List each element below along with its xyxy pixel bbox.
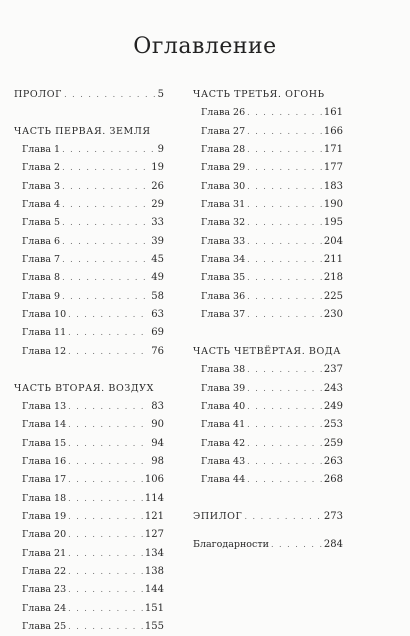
chapter-page: 253 <box>323 419 343 431</box>
chapter-page: 230 <box>323 309 343 321</box>
dot-leader <box>68 471 143 489</box>
dot-leader <box>68 435 149 453</box>
toc-chapter-entry <box>193 178 343 196</box>
part-heading: ЧАСТЬ ВТОРАЯ. ВОЗДУХ <box>14 382 155 394</box>
toc-chapter-entry <box>14 508 164 526</box>
toc-chapter-entry <box>14 526 164 544</box>
dot-leader <box>62 233 149 251</box>
chapter-page: 268 <box>323 474 343 486</box>
toc-chapter-entry <box>14 416 164 434</box>
chapter-label: Глава 22 <box>22 565 67 577</box>
toc-chapter-entry <box>14 214 164 232</box>
dot-leader <box>68 490 143 508</box>
toc-chapter-entry <box>193 141 343 159</box>
dot-leader <box>62 159 149 177</box>
dot-leader <box>247 141 322 159</box>
toc-left-column <box>14 86 164 636</box>
toc-chapter-entry <box>14 288 164 306</box>
toc-chapter-entry <box>193 398 343 416</box>
dot-leader <box>62 214 149 232</box>
chapter-label: Глава 35 <box>201 272 246 284</box>
dot-leader <box>247 306 322 324</box>
chapter-label: Глава 3 <box>22 180 61 192</box>
dot-leader <box>247 159 322 177</box>
chapter-page: 98 <box>151 455 164 467</box>
chapter-page: 138 <box>144 565 164 577</box>
chapter-page: 204 <box>323 235 343 247</box>
toc-entry-prologue <box>14 86 164 104</box>
dot-leader <box>68 343 149 361</box>
dot-leader <box>244 508 321 526</box>
chapter-page: 121 <box>144 510 164 522</box>
chapter-page: 134 <box>144 547 164 559</box>
part-heading: ЧАСТЬ ЧЕТВЁРТАЯ. ВОДА <box>193 345 342 357</box>
dot-leader <box>247 435 322 453</box>
chapter-label: Глава 42 <box>201 437 246 449</box>
toc-chapter-entry <box>14 600 164 618</box>
chapter-page: 144 <box>144 584 164 596</box>
dot-leader <box>247 380 322 398</box>
dot-leader <box>247 398 322 416</box>
part4-chapter-list <box>193 361 343 489</box>
chapter-page: 94 <box>151 437 164 449</box>
toc-chapter-entry <box>14 398 164 416</box>
dot-leader <box>62 196 149 214</box>
chapter-label: Глава 28 <box>201 144 246 156</box>
toc-chapter-entry <box>14 141 164 159</box>
chapter-label: Глава 8 <box>22 272 61 284</box>
chapter-label: Глава 27 <box>201 125 246 137</box>
chapter-page: 195 <box>323 217 343 229</box>
dot-leader <box>247 269 322 287</box>
dot-leader <box>247 178 322 196</box>
entry-label: ПРОЛОГ <box>14 89 63 100</box>
toc-chapter-entry <box>193 196 343 214</box>
chapter-page: 33 <box>151 217 164 229</box>
toc-chapter-entry <box>14 269 164 287</box>
chapter-page: 29 <box>151 199 164 211</box>
chapter-label: Глава 31 <box>201 199 246 211</box>
toc-chapter-entry <box>193 288 343 306</box>
toc-chapter-entry <box>193 380 343 398</box>
toc-chapter-entry <box>193 416 343 434</box>
chapter-page: 243 <box>323 382 343 394</box>
chapter-page: 249 <box>323 400 343 412</box>
dot-leader <box>68 526 143 544</box>
dot-leader <box>62 269 149 287</box>
chapter-label: Глава 13 <box>22 400 67 412</box>
dot-leader <box>247 214 322 232</box>
chapter-label: Глава 33 <box>201 235 246 247</box>
chapter-page: 177 <box>323 162 343 174</box>
chapter-label: Глава 14 <box>22 419 67 431</box>
chapter-page: 58 <box>151 290 164 302</box>
dot-leader <box>247 361 322 379</box>
dot-leader <box>62 288 149 306</box>
dot-leader <box>68 618 143 636</box>
chapter-page: 69 <box>151 327 164 339</box>
entry-label: ЭПИЛОГ <box>193 510 243 522</box>
toc-chapter-entry <box>14 453 164 471</box>
chapter-label: Глава 41 <box>201 419 246 431</box>
chapter-label: Глава 38 <box>201 364 246 376</box>
chapter-label: Глава 11 <box>22 327 67 339</box>
chapter-page: 259 <box>323 437 343 449</box>
dot-leader <box>68 563 143 581</box>
toc-chapter-entry <box>14 545 164 563</box>
chapter-label: Глава 7 <box>22 254 61 266</box>
chapter-page: 127 <box>144 529 164 541</box>
dot-leader <box>68 545 143 563</box>
toc-chapter-entry <box>193 435 343 453</box>
dot-leader <box>247 233 322 251</box>
dot-leader <box>247 196 322 214</box>
toc-chapter-entry <box>193 269 343 287</box>
toc-chapter-entry <box>14 159 164 177</box>
chapter-page: 26 <box>151 180 164 192</box>
chapter-label: Глава 17 <box>22 474 67 486</box>
chapter-page: 106 <box>144 474 164 486</box>
dot-leader <box>68 508 143 526</box>
entry-page: 284 <box>323 539 343 551</box>
chapter-label: Глава 32 <box>201 217 246 229</box>
chapter-page: 9 <box>157 144 164 156</box>
chapter-page: 263 <box>323 455 343 467</box>
chapter-label: Глава 21 <box>22 547 67 559</box>
dot-leader <box>62 141 156 159</box>
dot-leader <box>247 104 322 122</box>
toc-chapter-entry <box>14 196 164 214</box>
toc-chapter-entry <box>14 435 164 453</box>
chapter-label: Глава 16 <box>22 455 67 467</box>
page-title: Оглавление <box>133 34 277 59</box>
chapter-label: Глава 15 <box>22 437 67 449</box>
part-heading: ЧАСТЬ ПЕРВАЯ. ЗЕМЛЯ <box>14 125 151 137</box>
dot-leader <box>68 581 143 599</box>
toc-chapter-entry <box>14 306 164 324</box>
part2-chapter-list <box>14 398 164 636</box>
chapter-page: 237 <box>323 364 343 376</box>
chapter-label: Глава 4 <box>22 199 61 211</box>
chapter-page: 225 <box>323 290 343 302</box>
dot-leader <box>68 600 143 618</box>
chapter-page: 83 <box>151 400 164 412</box>
dot-leader <box>271 536 322 554</box>
dot-leader <box>68 324 149 342</box>
chapter-page: 90 <box>151 419 164 431</box>
toc-chapter-entry <box>193 453 343 471</box>
chapter-label: Глава 1 <box>22 144 61 156</box>
chapter-label: Глава 10 <box>22 309 67 321</box>
chapter-page: 151 <box>144 602 164 614</box>
chapter-label: Глава 44 <box>201 474 246 486</box>
toc-chapter-entry <box>14 343 164 361</box>
dot-leader <box>247 471 322 489</box>
chapter-page: 155 <box>144 620 164 632</box>
chapter-label: Глава 2 <box>22 162 61 174</box>
toc-entry-epilogue <box>193 508 343 526</box>
part3-chapter-list <box>193 104 343 324</box>
chapter-label: Глава 9 <box>22 290 61 302</box>
toc-chapter-entry <box>14 490 164 508</box>
chapter-label: Глава 25 <box>22 620 67 632</box>
chapter-page: 76 <box>151 345 164 357</box>
toc-chapter-entry <box>193 251 343 269</box>
dot-leader <box>68 398 149 416</box>
toc-chapter-entry <box>14 251 164 269</box>
chapter-label: Глава 39 <box>201 382 246 394</box>
dot-leader <box>247 453 322 471</box>
toc-chapter-entry <box>193 471 343 489</box>
part1-chapter-list <box>14 141 164 361</box>
entry-page: 5 <box>157 89 164 100</box>
chapter-page: 19 <box>151 162 164 174</box>
toc-entry-acknowledgements <box>193 536 343 554</box>
dot-leader <box>62 178 149 196</box>
chapter-page: 218 <box>323 272 343 284</box>
chapter-page: 63 <box>151 309 164 321</box>
toc-chapter-entry <box>14 471 164 489</box>
toc-chapter-entry <box>193 104 343 122</box>
chapter-label: Глава 6 <box>22 235 61 247</box>
toc-chapter-entry <box>193 233 343 251</box>
dot-leader <box>247 251 322 269</box>
toc-chapter-entry <box>14 581 164 599</box>
chapter-label: Глава 5 <box>22 217 61 229</box>
dot-leader <box>64 86 156 104</box>
toc-chapter-entry <box>14 178 164 196</box>
dot-leader <box>247 416 322 434</box>
chapter-page: 161 <box>323 107 343 119</box>
toc-chapter-entry <box>193 159 343 177</box>
chapter-page: 39 <box>151 235 164 247</box>
chapter-label: Глава 18 <box>22 492 67 504</box>
chapter-page: 211 <box>323 254 343 266</box>
chapter-label: Глава 26 <box>201 107 246 119</box>
dot-leader <box>247 288 322 306</box>
toc-chapter-entry <box>14 324 164 342</box>
chapter-label: Глава 37 <box>201 309 246 321</box>
chapter-label: Глава 20 <box>22 529 67 541</box>
toc-chapter-entry <box>193 361 343 379</box>
chapter-page: 49 <box>151 272 164 284</box>
chapter-page: 171 <box>323 144 343 156</box>
chapter-page: 114 <box>144 492 164 504</box>
toc-right-column <box>193 86 343 555</box>
chapter-label: Глава 24 <box>22 602 67 614</box>
entry-page: 273 <box>323 510 343 522</box>
chapter-label: Глава 19 <box>22 510 67 522</box>
chapter-label: Глава 12 <box>22 345 67 357</box>
toc-chapter-entry <box>193 214 343 232</box>
dot-leader <box>247 123 322 141</box>
dot-leader <box>68 306 149 324</box>
toc-chapter-entry <box>14 563 164 581</box>
chapter-label: Глава 29 <box>201 162 246 174</box>
chapter-label: Глава 34 <box>201 254 246 266</box>
chapter-label: Глава 36 <box>201 290 246 302</box>
chapter-page: 190 <box>323 199 343 211</box>
chapter-label: Глава 40 <box>201 400 246 412</box>
chapter-page: 183 <box>323 180 343 192</box>
dot-leader <box>68 416 149 434</box>
chapter-page: 166 <box>323 125 343 137</box>
chapter-label: Глава 23 <box>22 584 67 596</box>
toc-chapter-entry <box>14 233 164 251</box>
chapter-page: 45 <box>151 254 164 266</box>
dot-leader <box>68 453 149 471</box>
part-heading: ЧАСТЬ ТРЕТЬЯ. ОГОНЬ <box>193 89 325 100</box>
chapter-label: Глава 43 <box>201 455 246 467</box>
dot-leader <box>62 251 149 269</box>
entry-label: Благодарности <box>193 539 269 551</box>
chapter-label: Глава 30 <box>201 180 246 192</box>
toc-chapter-entry <box>193 306 343 324</box>
toc-chapter-entry <box>193 123 343 141</box>
toc-chapter-entry <box>14 618 164 636</box>
